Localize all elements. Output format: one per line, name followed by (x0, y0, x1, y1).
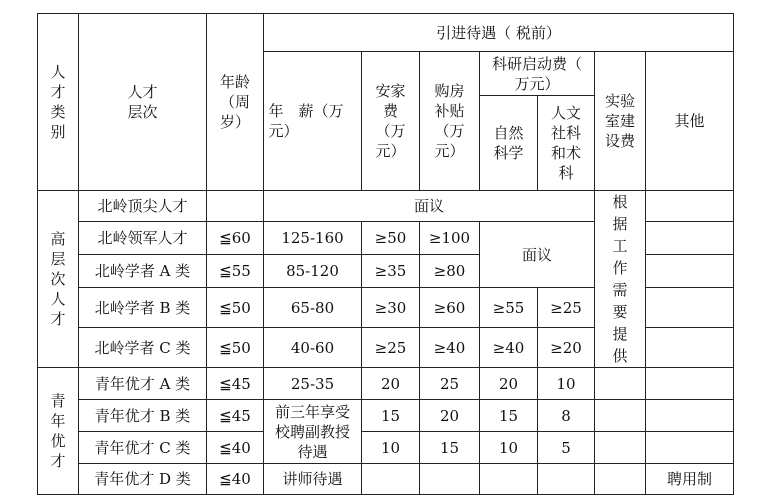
row-salary: 讲师待遇 (264, 464, 362, 495)
table-row (38, 191, 734, 222)
header-humanities: 人文社科和术科 (538, 96, 595, 191)
row-age: ≦40 (207, 464, 264, 495)
header-other: 其他 (646, 52, 734, 191)
row-level: 青年优才 C 类 (79, 432, 207, 464)
row-humanities: ≥25 (538, 288, 595, 328)
header-salary: 年 薪（万元） (264, 52, 362, 191)
row-salary: 85-120 (264, 255, 362, 288)
row-settle: 15 (362, 400, 420, 432)
row-natural: ≥40 (480, 328, 538, 368)
row-natural: 20 (480, 368, 538, 400)
row-natural: ≥55 (480, 288, 538, 328)
row-level: 北岭顶尖人才 (79, 191, 207, 222)
row-level: 青年优才 D 类 (79, 464, 207, 495)
row-housing: ≥40 (420, 328, 480, 368)
row-level: 青年优才 A 类 (79, 368, 207, 400)
row-negotiate: 面议 (264, 191, 595, 222)
row-salary: 前三年享受校聘副教授待遇 (264, 400, 362, 464)
row-settle: 10 (362, 432, 420, 464)
header-treatment: 引进待遇（ 税前） (264, 14, 734, 52)
row-age (207, 191, 264, 222)
group-high-level: 高层次人才 (38, 191, 79, 368)
header-category: 人才类别 (38, 14, 79, 191)
row-natural: 15 (480, 400, 538, 432)
row-housing: ≥80 (420, 255, 480, 288)
header-level: 人才层次 (79, 14, 207, 191)
group-young-talent: 青年优才 (38, 368, 79, 495)
row-humanities: 10 (538, 368, 595, 400)
row-level: 北岭学者 A 类 (79, 255, 207, 288)
row-age: ≦55 (207, 255, 264, 288)
header-age: 年龄（周岁） (207, 14, 264, 191)
row-housing: ≥60 (420, 288, 480, 328)
row-level: 青年优才 B 类 (79, 400, 207, 432)
row-age: ≦45 (207, 368, 264, 400)
table-row (38, 432, 734, 464)
row-humanities: 8 (538, 400, 595, 432)
row-level: 北岭学者 C 类 (79, 328, 207, 368)
row-age: ≦40 (207, 432, 264, 464)
row-settle: ≥30 (362, 288, 420, 328)
row-natural: 10 (480, 432, 538, 464)
header-natural: 自然科学 (480, 96, 538, 191)
header-research-fund: 科研启动费（ 万元） (480, 52, 595, 96)
lab-note: 根据工作需要提供 (595, 191, 646, 368)
row-level: 北岭领军人才 (79, 222, 207, 255)
row-research-negotiate: 面议 (480, 222, 595, 288)
header-lab: 实验室建设费 (595, 52, 646, 191)
row-settle: 20 (362, 368, 420, 400)
row-settle: ≥50 (362, 222, 420, 255)
row-housing: 15 (420, 432, 480, 464)
header-housing: 购房补贴（万元） (420, 52, 480, 191)
table-row (38, 464, 734, 495)
row-housing: 20 (420, 400, 480, 432)
row-other: 聘用制 (646, 464, 734, 495)
row-age: ≦50 (207, 328, 264, 368)
row-age: ≦60 (207, 222, 264, 255)
row-housing: 25 (420, 368, 480, 400)
row-level: 北岭学者 B 类 (79, 288, 207, 328)
row-salary: 125-160 (264, 222, 362, 255)
row-salary: 25-35 (264, 368, 362, 400)
row-settle: ≥25 (362, 328, 420, 368)
row-humanities: 5 (538, 432, 595, 464)
header-settle-fee: 安家费（万元） (362, 52, 420, 191)
talent-treatment-table (37, 13, 734, 495)
row-settle: ≥35 (362, 255, 420, 288)
row-humanities: ≥20 (538, 328, 595, 368)
row-salary: 40-60 (264, 328, 362, 368)
table-row (38, 368, 734, 400)
row-salary: 65-80 (264, 288, 362, 328)
row-age: ≦50 (207, 288, 264, 328)
table-row (38, 400, 734, 432)
row-age: ≦45 (207, 400, 264, 432)
row-housing: ≥100 (420, 222, 480, 255)
